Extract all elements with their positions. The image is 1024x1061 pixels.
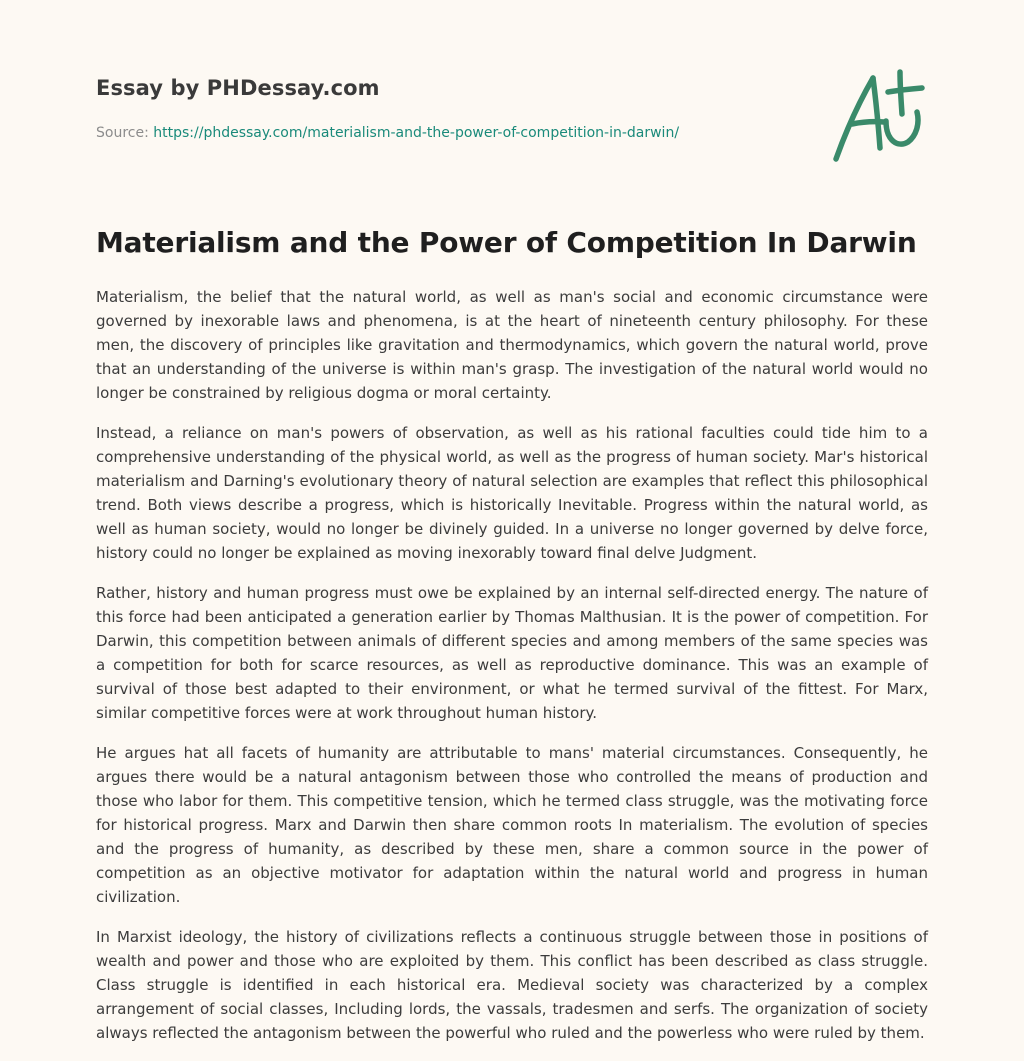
site-brand: Essay by PHDessay.com: [96, 76, 380, 100]
paragraph: Rather, history and human progress must owe be explained by an internal self-directed energy. The nature of this force had been anticipated a generation earlier by Thomas Malthusian. It is the power of competition. For Darwin, this competition between animals of different species and among members of the same species was a competition for both for scarce resources, as well as reproductive dominance. This was an example of survival of those best adapted to their environment, or what he termed survival of the fittest. For Marx, similar competitive forces were at work throughout human history.: [96, 584, 928, 722]
article-title: Materialism and the Power of Competition In Darwin: [96, 226, 917, 259]
article-body: [96, 285, 928, 1061]
page-header: [96, 0, 928, 200]
paragraph: In Marxist ideology, the history of civilizations reflects a continuous struggle between those in positions of wealth and power and those who are exploited by them. This conflict has been described as class struggle. Class struggle is identified in each historical era. Medieval society was characterized by a complex arrangement of social classes, Including lords, the vassals, tradesmen and serfs. The organization of society always reflected the antagonism between the powerful who ruled and the powerless who were ruled by them.: [96, 928, 928, 1042]
source-line: [96, 125, 679, 141]
a-plus-logo-icon: [828, 66, 928, 166]
paragraph: Instead, a reliance on man's powers of observation, as well as his rational faculties could tide him to a comprehensive understanding of the physical world, as well as the progress of human society. Mar's historical materialism and Darning's evolutionary theory of natural selection are examples that reflect this philosophical trend. Both views describe a progress, which is historically Inevitable. Progress within the natural world, as well as human society, would no longer be divinely guided. In a universe no longer governed by delve force, history could no longer be explained as moving inexorably toward final delve Judgment.: [96, 424, 928, 562]
paragraph: He argues hat all facets of humanity are attributable to mans' material circumstances. Consequently, he argues there would be a natural antagonism between those who controlled the means of production and those who labor for them. This competitive tension, which he termed class struggle, was the motivating force for historical progress. Marx and Darwin then share common roots In materialism. The evolution of species and the progress of humanity, as described by these men, share a common source in the power of competition as an objective motivator for adaptation within the natural world and progress in human civilization.: [96, 744, 928, 906]
source-link[interactable]: https://phdessay.com/materialism-and-the-power-of-competition-in-darwin/: [153, 125, 680, 141]
source-label: Source:: [96, 125, 154, 141]
paragraph: Materialism, the belief that the natural world, as well as man's social and economic circumstance were governed by inexorable laws and phenomena, is at the heart of nineteenth century philosophy. For these men, the discovery of principles like gravitation and thermodynamics, which govern the natural world, prove that an understanding of the universe is within man's grasp. The investigation of the natural world would no longer be constrained by religious dogma or moral certainty.: [96, 288, 928, 402]
essay-page: [96, 0, 928, 1042]
